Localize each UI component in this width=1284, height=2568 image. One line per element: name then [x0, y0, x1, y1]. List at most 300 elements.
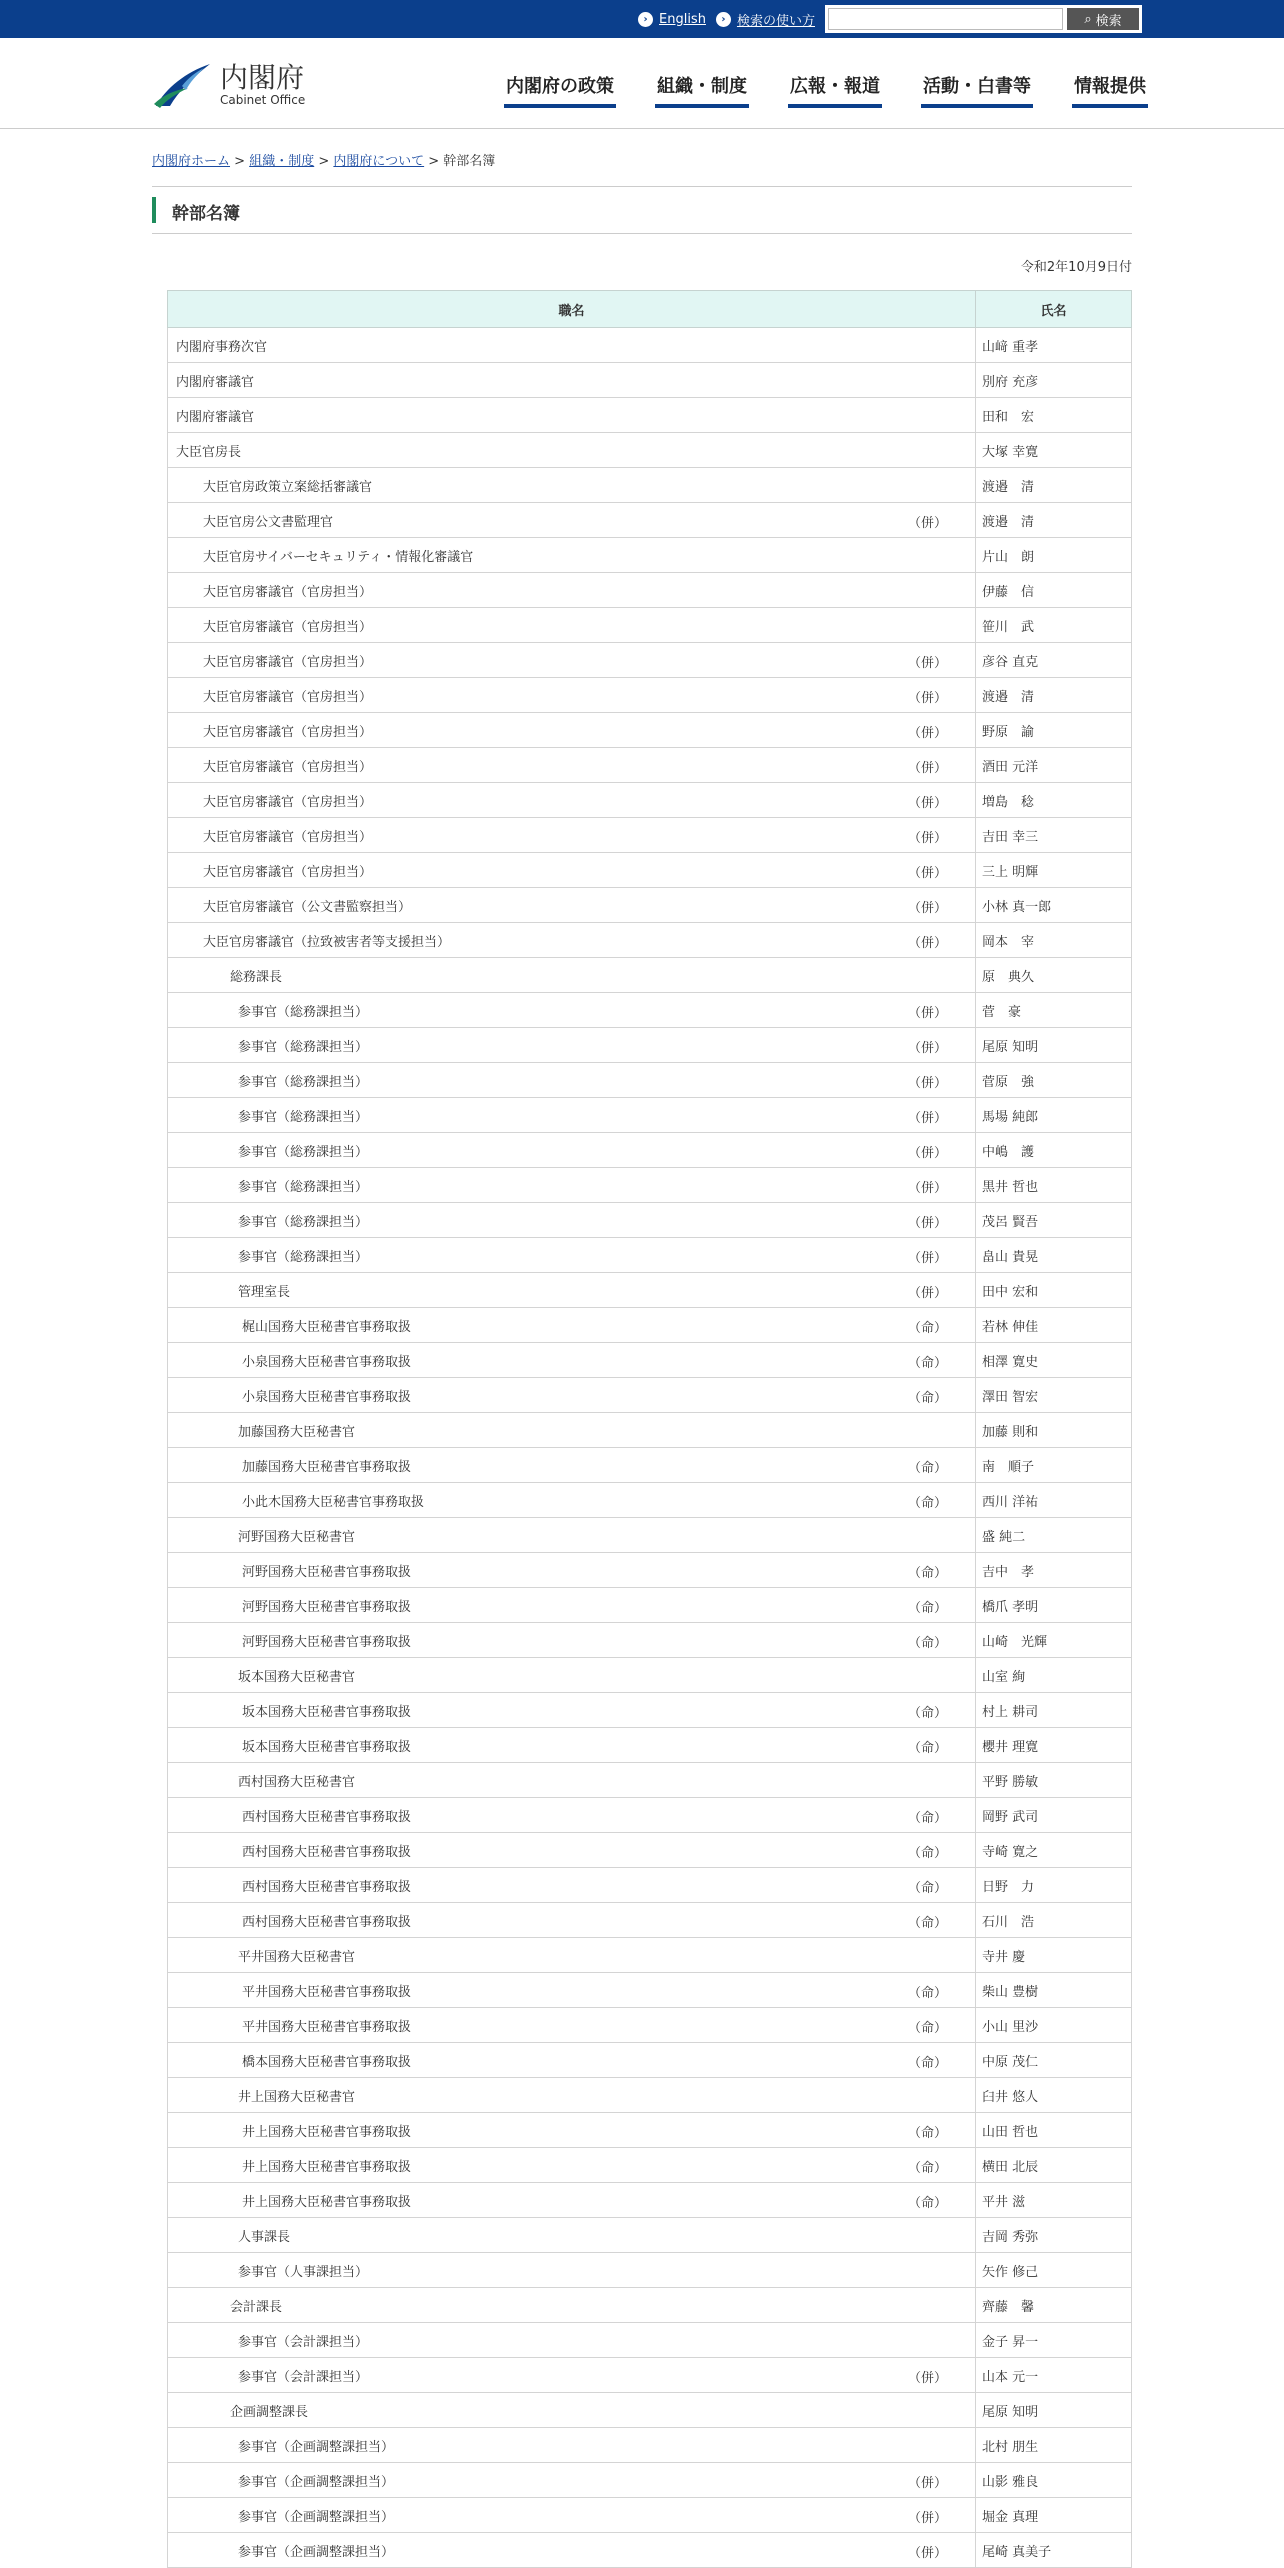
position-cell — [168, 1098, 976, 1133]
official-name: 堀金 真理 — [976, 2498, 1132, 2533]
official-name: 酒田 元洋 — [976, 748, 1132, 783]
position-title: 参事官（総務課担当） — [238, 1004, 369, 1020]
position-cell — [168, 433, 976, 468]
official-name: 吉田 幸三 — [976, 818, 1132, 853]
gnav-policy[interactable]: 内閣府の政策 — [504, 72, 616, 108]
table-row — [168, 1728, 1132, 1763]
table-row — [168, 433, 1132, 468]
table-row — [168, 1833, 1132, 1868]
concurrent-mark: （命） — [907, 1916, 947, 1931]
table-row — [168, 1553, 1132, 1588]
official-name: 齊藤 馨 — [976, 2288, 1132, 2323]
position-title: 参事官（会計課担当） — [238, 2369, 369, 2385]
table-row — [168, 1938, 1132, 1973]
concurrent-mark: （命） — [907, 1846, 947, 1861]
position-cell — [168, 1133, 976, 1168]
arrow-icon: › — [638, 12, 653, 27]
position-title: 参事官（総務課担当） — [238, 1074, 369, 1090]
breadcrumb-separator: > — [424, 154, 444, 169]
position-cell — [168, 1833, 976, 1868]
table-row — [168, 2463, 1132, 2498]
table-row — [168, 993, 1132, 1028]
official-name: 岡野 武司 — [976, 1798, 1132, 1833]
position-cell — [168, 1798, 976, 1833]
position-title: 加藤国務大臣秘書官 — [238, 1424, 356, 1440]
position-title: 西村国務大臣秘書官事務取扱 — [242, 1809, 412, 1825]
official-name: 南 順子 — [976, 1448, 1132, 1483]
concurrent-mark: （命） — [907, 2196, 947, 2211]
position-title: 参事官（総務課担当） — [238, 1109, 369, 1125]
concurrent-mark: （併） — [907, 1041, 947, 1056]
official-name: 岡本 宰 — [976, 923, 1132, 958]
concurrent-mark: （併） — [907, 516, 947, 531]
gnav-information[interactable]: 情報提供 — [1072, 72, 1148, 108]
position-cell — [168, 1518, 976, 1553]
official-name: 馬場 純郎 — [976, 1098, 1132, 1133]
position-title: 西村国務大臣秘書官事務取扱 — [242, 1844, 412, 1860]
official-name: 茂呂 賢吾 — [976, 1203, 1132, 1238]
official-name: 日野 力 — [976, 1868, 1132, 1903]
table-row — [168, 748, 1132, 783]
search-box — [825, 5, 1142, 33]
official-name: 寺崎 寛之 — [976, 1833, 1132, 1868]
position-cell — [168, 1763, 976, 1798]
table-row — [168, 1238, 1132, 1273]
search-help-link[interactable] — [716, 10, 815, 29]
official-name: 中原 茂仁 — [976, 2043, 1132, 2078]
concurrent-mark: （命） — [907, 1391, 947, 1406]
official-name: 山室 絢 — [976, 1658, 1132, 1693]
position-title: 大臣官房審議官（官房担当） — [203, 584, 373, 600]
position-title: 企画調整課長 — [230, 2404, 309, 2420]
table-row — [168, 1693, 1132, 1728]
table-row — [168, 678, 1132, 713]
table-row — [168, 1623, 1132, 1658]
position-title: 井上国務大臣秘書官事務取扱 — [242, 2194, 412, 2210]
position-cell — [168, 1203, 976, 1238]
position-title: 参事官（総務課担当） — [238, 1214, 369, 1230]
official-name: 若林 伸佳 — [976, 1308, 1132, 1343]
table-row — [168, 1308, 1132, 1343]
official-name: 伊藤 信 — [976, 573, 1132, 608]
position-title: 河野国務大臣秘書官 — [238, 1529, 356, 1545]
concurrent-mark: （併） — [907, 726, 947, 741]
search-input[interactable] — [828, 8, 1063, 30]
english-label: English — [659, 11, 706, 27]
table-row — [168, 643, 1132, 678]
concurrent-mark: （併） — [907, 901, 947, 916]
concurrent-mark: （併） — [907, 936, 947, 951]
title-accent-bar — [152, 197, 156, 223]
official-name: 野原 諭 — [976, 713, 1132, 748]
position-cell — [168, 363, 976, 398]
position-cell — [168, 2043, 976, 2078]
concurrent-mark: （命） — [907, 1636, 947, 1651]
position-title: 大臣官房審議官（官房担当） — [203, 689, 373, 705]
position-title: 大臣官房審議官（官房担当） — [203, 759, 373, 775]
position-cell — [168, 678, 976, 713]
table-row — [168, 1063, 1132, 1098]
official-name: 田和 宏 — [976, 398, 1132, 433]
official-name: 橋爪 孝明 — [976, 1588, 1132, 1623]
breadcrumb — [152, 150, 495, 169]
official-name: 村上 耕司 — [976, 1693, 1132, 1728]
concurrent-mark: （併） — [907, 866, 947, 881]
concurrent-mark: （併） — [907, 1216, 947, 1231]
concurrent-mark: （併） — [907, 1006, 947, 1021]
official-name: 吉中 孝 — [976, 1553, 1132, 1588]
official-name: 櫻井 理寛 — [976, 1728, 1132, 1763]
position-cell — [168, 1623, 976, 1658]
position-cell — [168, 1168, 976, 1203]
table-row — [168, 818, 1132, 853]
position-title: 加藤国務大臣秘書官事務取扱 — [242, 1459, 412, 1475]
position-cell — [168, 1903, 976, 1938]
official-name: 尾原 知明 — [976, 1028, 1132, 1063]
official-name: 原 典久 — [976, 958, 1132, 993]
concurrent-mark: （命） — [907, 2056, 947, 2071]
position-title: 内閣府審議官 — [176, 374, 255, 390]
concurrent-mark: （命） — [907, 1811, 947, 1826]
official-name: 中嶋 護 — [976, 1133, 1132, 1168]
table-body — [168, 328, 1132, 2568]
official-name: 増島 稔 — [976, 783, 1132, 818]
concurrent-mark: （併） — [907, 1286, 947, 1301]
position-title: 参事官（企画調整課担当） — [238, 2509, 395, 2525]
position-cell — [168, 1273, 976, 1308]
position-title: 西村国務大臣秘書官 — [238, 1774, 356, 1790]
official-name: 山本 元一 — [976, 2358, 1132, 2393]
position-title: 河野国務大臣秘書官事務取扱 — [242, 1599, 412, 1615]
position-cell — [168, 2358, 976, 2393]
concurrent-mark: （併） — [907, 761, 947, 776]
table-row — [168, 2288, 1132, 2323]
concurrent-mark: （命） — [907, 1601, 947, 1616]
position-title: 大臣官房審議官（官房担当） — [203, 794, 373, 810]
table-row — [168, 1763, 1132, 1798]
position-title: 井上国務大臣秘書官事務取扱 — [242, 2159, 412, 2175]
table-row — [168, 328, 1132, 363]
official-name: 北村 朋生 — [976, 2428, 1132, 2463]
site-logo[interactable] — [152, 60, 305, 110]
position-cell — [168, 1938, 976, 1973]
table-row — [168, 2428, 1132, 2463]
table-row — [168, 573, 1132, 608]
table-row — [168, 1028, 1132, 1063]
logo-en: Cabinet Office — [220, 93, 306, 107]
table-row — [168, 2358, 1132, 2393]
concurrent-mark: （併） — [907, 1181, 947, 1196]
table-row — [168, 363, 1132, 398]
table-row — [168, 538, 1132, 573]
position-title: 会計課長 — [230, 2299, 283, 2315]
position-cell — [168, 1553, 976, 1588]
position-cell — [168, 888, 976, 923]
position-title: 大臣官房審議官（官房担当） — [203, 724, 373, 740]
table-row — [168, 1798, 1132, 1833]
position-title: 大臣官房審議官（公文書監察担当） — [203, 899, 412, 915]
position-title: 参事官（企画調整課担当） — [238, 2474, 395, 2490]
position-cell — [168, 2463, 976, 2498]
position-title: 西村国務大臣秘書官事務取扱 — [242, 1914, 412, 1930]
official-name: 金子 昇一 — [976, 2323, 1132, 2358]
official-name: 平井 滋 — [976, 2183, 1132, 2218]
logo-text — [220, 63, 305, 107]
table-row — [168, 958, 1132, 993]
position-title: 坂本国務大臣秘書官 — [238, 1669, 356, 1685]
table-row — [168, 2043, 1132, 2078]
table-row — [168, 1168, 1132, 1203]
table-row — [168, 1273, 1132, 1308]
concurrent-mark: （命） — [907, 1881, 947, 1896]
concurrent-mark: （命） — [907, 1566, 947, 1581]
position-cell — [168, 1028, 976, 1063]
table-row — [168, 1973, 1132, 2008]
position-cell — [168, 468, 976, 503]
page-title: 幹部名簿 — [172, 204, 240, 224]
position-title: 参事官（企画調整課担当） — [238, 2544, 395, 2560]
table-row — [168, 1378, 1132, 1413]
position-cell — [168, 2288, 976, 2323]
concurrent-mark: （併） — [907, 2476, 947, 2491]
concurrent-mark: （併） — [907, 2371, 947, 2386]
official-name: 大塚 幸寛 — [976, 433, 1132, 468]
official-name: 加藤 則和 — [976, 1413, 1132, 1448]
official-name: 三上 明輝 — [976, 853, 1132, 888]
official-name: 田中 宏和 — [976, 1273, 1132, 1308]
concurrent-mark: （命） — [907, 1356, 947, 1371]
gnav-press[interactable]: 広報・報道 — [788, 72, 882, 108]
position-cell — [168, 1378, 976, 1413]
concurrent-mark: （併） — [907, 656, 947, 671]
official-name: 小林 真一郎 — [976, 888, 1132, 923]
search-button[interactable] — [1067, 8, 1139, 30]
concurrent-mark: （併） — [907, 1111, 947, 1126]
official-name: 石川 浩 — [976, 1903, 1132, 1938]
position-title: 総務課長 — [230, 969, 283, 985]
global-nav — [504, 72, 1148, 108]
concurrent-mark: （併） — [907, 1076, 947, 1091]
position-title: 平井国務大臣秘書官事務取扱 — [242, 2019, 412, 2035]
position-cell — [168, 748, 976, 783]
official-name: 矢作 修己 — [976, 2253, 1132, 2288]
official-name: 片山 朗 — [976, 538, 1132, 573]
official-name: 寺井 慶 — [976, 1938, 1132, 1973]
position-title: 大臣官房審議官（官房担当） — [203, 829, 373, 845]
official-name: 山田 哲也 — [976, 2113, 1132, 2148]
table-row — [168, 2218, 1132, 2253]
table-row — [168, 2113, 1132, 2148]
concurrent-mark: （併） — [907, 831, 947, 846]
table-row — [168, 2078, 1132, 2113]
as-of-date: 令和2年10月9日付 — [1020, 260, 1132, 275]
position-cell — [168, 503, 976, 538]
official-name: 盛 純二 — [976, 1518, 1132, 1553]
concurrent-mark: （併） — [907, 2511, 947, 2526]
breadcrumb-current: 幹部名簿 — [443, 154, 496, 169]
position-title: 平井国務大臣秘書官事務取扱 — [242, 1984, 412, 2000]
concurrent-mark: （命） — [907, 2021, 947, 2036]
position-title: 参事官（企画調整課担当） — [238, 2439, 395, 2455]
position-title: 大臣官房審議官（官房担当） — [203, 619, 373, 635]
table-row — [168, 1658, 1132, 1693]
official-name: 相澤 寛史 — [976, 1343, 1132, 1378]
position-cell — [168, 853, 976, 888]
official-name: 笹川 武 — [976, 608, 1132, 643]
table-row — [168, 608, 1132, 643]
table-row — [168, 1483, 1132, 1518]
position-title: 河野国務大臣秘書官事務取扱 — [242, 1564, 412, 1580]
position-cell — [168, 1063, 976, 1098]
search-help-label: 検索の使い方 — [736, 13, 815, 29]
official-name: 山﨑 重孝 — [976, 328, 1132, 363]
position-cell — [168, 923, 976, 958]
page-title-bar — [152, 186, 1132, 234]
official-name: 渡邉 清 — [976, 503, 1132, 538]
table-row — [168, 2148, 1132, 2183]
concurrent-mark: （命） — [907, 1741, 947, 1756]
table-row — [168, 1413, 1132, 1448]
position-cell — [168, 573, 976, 608]
position-cell — [168, 783, 976, 818]
position-cell — [168, 1448, 976, 1483]
position-title: 大臣官房審議官（官房担当） — [203, 864, 373, 880]
position-title: 内閣府審議官 — [176, 409, 255, 425]
position-cell — [168, 398, 976, 433]
position-cell — [168, 2148, 976, 2183]
table-row — [168, 1518, 1132, 1553]
official-name: 渡邉 清 — [976, 468, 1132, 503]
header-position: 職名 — [168, 291, 976, 328]
position-cell — [168, 328, 976, 363]
top-utility-bar — [0, 0, 1284, 38]
position-cell — [168, 2533, 976, 2568]
position-cell — [168, 1308, 976, 1343]
concurrent-mark: （命） — [907, 1986, 947, 2001]
breadcrumb-link-about[interactable]: 内閣府について — [333, 154, 425, 169]
position-title: 参事官（会計課担当） — [238, 2334, 369, 2350]
position-cell — [168, 2253, 976, 2288]
concurrent-mark: （命） — [907, 1321, 947, 1336]
table-row — [168, 1098, 1132, 1133]
table-row — [168, 398, 1132, 433]
gnav-organization[interactable]: 組織・制度 — [655, 72, 749, 108]
position-cell — [168, 713, 976, 748]
table-row — [168, 2498, 1132, 2533]
table-row — [168, 888, 1132, 923]
position-cell — [168, 1588, 976, 1623]
position-title: 内閣府事務次官 — [176, 339, 268, 355]
gnav-activities[interactable]: 活動・白書等 — [921, 72, 1033, 108]
concurrent-mark: （命） — [907, 1706, 947, 1721]
table-row — [168, 1903, 1132, 1938]
concurrent-mark: （併） — [907, 796, 947, 811]
table-row — [168, 713, 1132, 748]
position-title: 小泉国務大臣秘書官事務取扱 — [242, 1389, 412, 1405]
position-title: 人事課長 — [238, 2229, 291, 2245]
official-name: 吉岡 秀弥 — [976, 2218, 1132, 2253]
breadcrumb-link-organization[interactable]: 組織・制度 — [249, 154, 315, 169]
concurrent-mark: （併） — [907, 691, 947, 706]
concurrent-mark: （併） — [907, 1146, 947, 1161]
officials-table — [167, 290, 1132, 2568]
position-cell — [168, 2113, 976, 2148]
official-name: 尾崎 真美子 — [976, 2533, 1132, 2568]
position-cell — [168, 1483, 976, 1518]
position-title: 大臣官房サイバーセキュリティ・情報化審議官 — [203, 549, 474, 565]
position-cell — [168, 1693, 976, 1728]
position-cell — [168, 2498, 976, 2533]
position-title: 参事官（総務課担当） — [238, 1144, 369, 1160]
official-name: 臼井 悠人 — [976, 2078, 1132, 2113]
official-name: 横田 北辰 — [976, 2148, 1132, 2183]
arrow-icon: › — [716, 12, 731, 27]
position-title: 河野国務大臣秘書官事務取扱 — [242, 1634, 412, 1650]
cabinet-office-logo-icon — [152, 60, 212, 110]
position-title: 大臣官房長 — [176, 444, 242, 460]
position-title: 平井国務大臣秘書官 — [238, 1949, 356, 1965]
official-name: 平野 勝敏 — [976, 1763, 1132, 1798]
table-row — [168, 468, 1132, 503]
official-name: 尾原 知明 — [976, 2393, 1132, 2428]
official-name: 山崎 光輝 — [976, 1623, 1132, 1658]
breadcrumb-link-home[interactable]: 内閣府ホーム — [152, 154, 231, 169]
table-row — [168, 1868, 1132, 1903]
breadcrumb-separator: > — [314, 154, 334, 169]
concurrent-mark: （命） — [907, 1461, 947, 1476]
position-title: 参事官（人事課担当） — [238, 2264, 369, 2280]
concurrent-mark: （併） — [907, 1251, 947, 1266]
english-link[interactable] — [638, 12, 706, 27]
table-row — [168, 1448, 1132, 1483]
position-cell — [168, 1343, 976, 1378]
position-cell — [168, 958, 976, 993]
table-row — [168, 1203, 1132, 1238]
position-title: 大臣官房公文書監理官 — [203, 514, 334, 530]
search-icon: ⌕ — [1084, 11, 1092, 27]
table-row — [168, 923, 1132, 958]
position-cell — [168, 993, 976, 1028]
concurrent-mark: （命） — [907, 2126, 947, 2141]
search-button-label: 検索 — [1095, 13, 1122, 29]
official-name: 黒井 哲也 — [976, 1168, 1132, 1203]
position-cell — [168, 2393, 976, 2428]
position-cell — [168, 2183, 976, 2218]
breadcrumb-separator: > — [230, 154, 250, 169]
concurrent-mark: （併） — [907, 2546, 947, 2561]
table-row — [168, 2393, 1132, 2428]
position-title: 坂本国務大臣秘書官事務取扱 — [242, 1704, 412, 1720]
official-name: 柴山 豊樹 — [976, 1973, 1132, 2008]
site-header — [0, 38, 1284, 129]
utility-links — [638, 0, 1142, 38]
position-title: 大臣官房審議官（拉致被害者等支援担当） — [203, 934, 451, 950]
position-cell — [168, 818, 976, 853]
position-title: 坂本国務大臣秘書官事務取扱 — [242, 1739, 412, 1755]
concurrent-mark: （命） — [907, 2161, 947, 2176]
position-title: 参事官（総務課担当） — [238, 1179, 369, 1195]
position-cell — [168, 1868, 976, 1903]
position-title: 参事官（総務課担当） — [238, 1249, 369, 1265]
official-name: 畠山 貴晃 — [976, 1238, 1132, 1273]
position-title: 橋本国務大臣秘書官事務取扱 — [242, 2054, 412, 2070]
official-name: 別府 充彦 — [976, 363, 1132, 398]
table-header-row — [168, 291, 1132, 328]
table-row — [168, 783, 1132, 818]
official-name: 彦谷 直克 — [976, 643, 1132, 678]
position-cell — [168, 2323, 976, 2358]
position-title: 梶山国務大臣秘書官事務取扱 — [242, 1319, 412, 1335]
